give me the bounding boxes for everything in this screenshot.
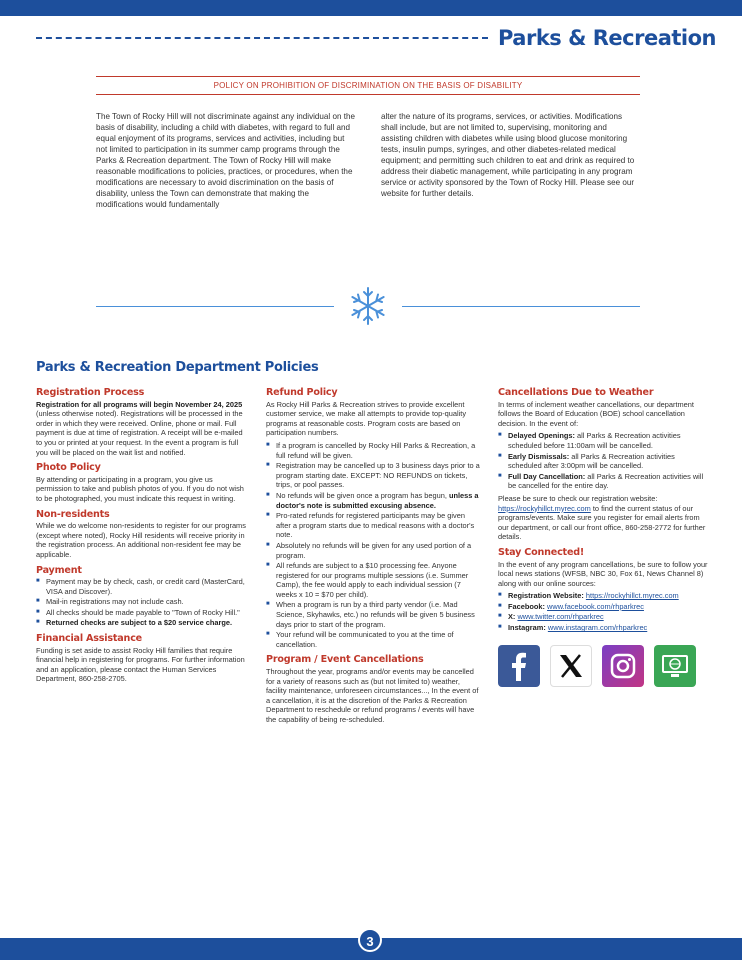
- weather-intro: In terms of inclement weather cancellations, our department follows the Board of Education (BOE) school cancellation decision. In the event of:: [498, 399, 694, 428]
- refund-intro: As Rocky Hill Parks & Recreation strives to provide excellent customer service, we make all attempts to provide top-quality programs at reasonable costs. Program costs are based on participation numbers.: [266, 399, 467, 438]
- page-header: [36, 22, 716, 54]
- page-title: Parks & Recreation: [497, 26, 716, 50]
- divider-line: [96, 306, 334, 307]
- list-item: ■ Instagram: www.instagram.com/rhparkrec: [498, 623, 710, 633]
- refund-list: [266, 441, 480, 649]
- x-link[interactable]: www.twitter.com/rhparkrec: [517, 612, 604, 622]
- policies-column-2: [266, 388, 480, 728]
- list-item: ■ When a program is run by a third party vendor (i.e. Mad Science, Skyhawks, etc.) no refunds will be given 5 business days prior to start of the program.: [266, 600, 480, 629]
- website-icon[interactable]: [654, 645, 696, 687]
- weather-heading: Cancellations Due to Weather: [498, 387, 654, 398]
- facebook-icon[interactable]: [498, 645, 540, 687]
- list-item: ■ Your refund will be communicated to you at the time of cancellation.: [266, 630, 480, 649]
- payment-heading: Payment: [36, 564, 82, 576]
- policies-column-1: [36, 388, 248, 687]
- disability-policy-box: [96, 76, 640, 210]
- financial-assistance-text: Funding is set aside to assist Rocky Hill families that require financial help in registering for programs. For further information and an application, please contact the Human Services Department, 860-258-2705.: [36, 645, 245, 684]
- department-policies-title: Parks & Recreation Department Policies: [36, 360, 319, 375]
- list-item: ■ All refunds are subject to a $10 processing fee. Anyone registered for our programs multiple sessions (i.e. Summer Camp), the fee would apply to each individual session (7 weeks x 10 = $70 per child).: [266, 561, 480, 599]
- list-item: ■ Payment may be by check, cash, or credit card (MasterCard, VISA and Discover).: [36, 577, 248, 596]
- top-banner: [0, 0, 742, 16]
- registration-heading: Registration Process: [36, 387, 145, 398]
- list-item: ■ Registration Website: https://rockyhillct.myrec.com: [498, 591, 710, 601]
- stay-connected-text: In the event of any program cancellations, be sure to follow your local news stations (WFSB, NBC 30, Fox 61, News Channel 8) along with our online sources:: [498, 559, 708, 588]
- list-item: ■ Returned checks are subject to a $20 service charge.: [36, 618, 248, 628]
- snowflake-icon: [348, 286, 388, 326]
- weather-list: [498, 431, 710, 491]
- header-dashed-rule: [36, 37, 488, 39]
- policies-column-3: [498, 388, 710, 687]
- list-item: ■ Pro-rated refunds for registered participants may be given after a program starts due to medical reasons with a doctor's note.: [266, 511, 480, 540]
- policy-text-right: alter the nature of its programs, services, or activities. Modifications shall include, but are not limited to, supervising, monitoring and assisting children with diabetes while using blood glucose monitoring tests, insulin pumps, syringes, and other diabetes-related medical equipment; and permitting such children to eat and drink as required to address their diabetic management, while participating in any program service or activity sponsored by the Town of Rocky Hill. Please see our website for further details.: [381, 112, 635, 198]
- registration-link[interactable]: https://rockyhillct.myrec.com: [498, 503, 591, 513]
- social-icons: [498, 645, 710, 687]
- list-item: ■ Mail-in registrations may not include cash.: [36, 597, 248, 607]
- list-item: ■ All checks should be made payable to "Town of Rocky Hill.": [36, 608, 248, 618]
- photo-policy-text: By attending or participating in a program, you give us permission to take and publish photos of you. If you do not wish to be photographed, you must indicate this request in writing.: [36, 474, 244, 503]
- registration-text: Registration for all programs will begin November 24, 2025 (unless otherwise noted). Registrations will be processed in the order in which they were received. Online, phone or mail. Full payment is due at time of registration. A receipt will be e-mailed to you or printed at your request. In the event a program is full you will be placed on the wait list and notified.: [36, 399, 243, 457]
- policy-text-left: The Town of Rocky Hill will not discriminate against any individual on the basis of disability, including a child with diabetes, with regard to full and equal enjoyment of its programs, services and activities, including but not limited to participation in its summer camp programs through the Parks & Recreation department. The Town of Rocky Hill will make reasonable modifications to policies, practices, or procedures, when the modifications are necessary to avoid discrimination on the basis of disability, unless the Town can demonstrate that making the modifications would fundamentally: [96, 112, 355, 209]
- financial-assistance-heading: Financial Assistance: [36, 633, 142, 645]
- x-icon[interactable]: [550, 645, 592, 687]
- list-item: ■ X: www.twitter.com/rhparkrec: [498, 612, 710, 622]
- social-links-list: [498, 591, 710, 632]
- registration-website-link[interactable]: https://rockyhillct.myrec.com: [585, 591, 679, 601]
- page-number: 3: [358, 928, 382, 952]
- list-item: ■ No refunds will be given once a program has begun, unless a doctor's note is submitted excusing absence.: [266, 491, 480, 510]
- list-item: ■ If a program is cancelled by Rocky Hill Parks & Recreation, a full refund will be given.: [266, 441, 480, 460]
- nonresidents-text: While we do welcome non-residents to register for our programs (except where noted), Rocky Hill residents will receive priority in the registration process. An additional non-resident fee may be applicable.: [36, 521, 246, 559]
- list-item: ■ Delayed Openings: all Parks & Recreation activities scheduled before 11:00am will be cancelled.: [498, 431, 710, 450]
- cancellations-text: Throughout the year, programs and/or events may be cancelled for a variety of reasons such as (but not limited to) weather, facility maintenance, unforeseen circumstances..., In the event of a cancellation, it is at the discretion of the Parks & Recreation Department to reschedule or refund programs / events will have the capability of being re-scheduled.: [266, 667, 479, 724]
- list-item: ■ Absolutely no refunds will be given for any used portion of a program.: [266, 541, 480, 560]
- list-item: ■ Full Day Cancellation: all Parks & Recreation activities will be cancelled for the entire day.: [498, 472, 710, 491]
- list-item: ■ Early Dismissals: all Parks & Recreation activities scheduled after 3:00pm will be cancelled.: [498, 452, 710, 471]
- facebook-link[interactable]: www.facebook.com/rhparkrec: [547, 601, 644, 611]
- divider-line: [402, 306, 640, 307]
- instagram-link[interactable]: www.instagram.com/rhparkrec: [547, 623, 648, 633]
- photo-policy-heading: Photo Policy: [36, 462, 101, 474]
- nonresidents-heading: Non-residents: [36, 508, 110, 520]
- weather-followup: Please be sure to check our registration website: https://rockyhillct.myrec.com to find the current status of our programs/events. Make sure you register for email alerts from our department, or call our front office, 860-258-2772 for further details.: [498, 493, 706, 542]
- cancellations-heading: Program / Event Cancellations: [266, 654, 424, 666]
- list-item: ■ Facebook: www.facebook.com/rhparkrec: [498, 602, 710, 612]
- snowflake-divider: [96, 286, 640, 326]
- instagram-icon[interactable]: [602, 645, 644, 687]
- refund-policy-heading: Refund Policy: [266, 387, 338, 398]
- stay-connected-heading: Stay Connected!: [498, 546, 585, 558]
- list-item: ■ Registration may be cancelled up to 3 business days prior to a program starting date. EXCEPT: NO REFUNDS on tickets, trips, or pool passes.: [266, 461, 480, 490]
- payment-list: [36, 577, 248, 628]
- policy-heading: POLICY ON PROHIBITION OF DISCRIMINATION ON THE BASIS OF DISABILITY: [96, 76, 640, 95]
